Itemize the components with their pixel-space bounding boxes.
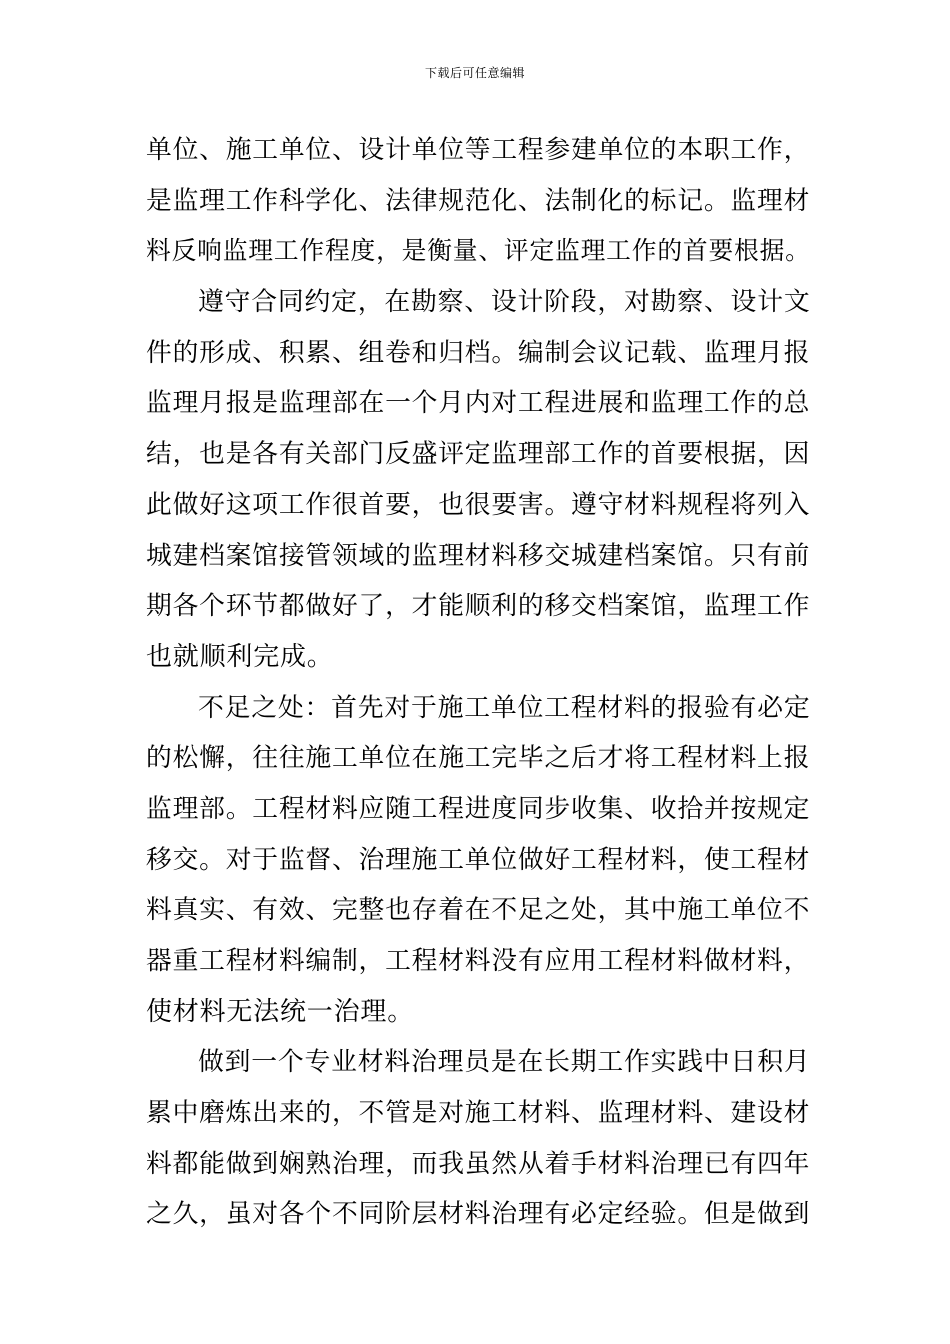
- text-line: 监理部。工程材料应随工程进度同步收集、收拾并按规定: [146, 793, 811, 824]
- text-line: 期各个环节都做好了，才能顺利的移交档案馆，监理工作: [146, 591, 811, 622]
- text-line: 做到一个专业材料治理员是在长期工作实践中日积月: [198, 1047, 811, 1078]
- text-line: 件的形成、积累、组卷和归档。编制会议记载、监理月报: [146, 337, 811, 368]
- text-line: 使材料无法统一治理。: [146, 996, 415, 1027]
- text-line: 是监理工作科学化、法律规范化、法制化的标记。监理材: [146, 185, 811, 216]
- text-line: 单位、施工单位、设计单位等工程参建单位的本职工作，: [146, 135, 811, 165]
- document-body: [146, 125, 810, 1240]
- text-line: 监理月报是监理部在一个月内对工程进展和监理工作的总: [146, 388, 811, 419]
- text-line: 此做好这项工作很首要，也很要害。遵守材料规程将列入: [146, 489, 811, 520]
- text-line: 累中磨炼出来的，不管是对施工材料、监理材料、建设材: [146, 1098, 811, 1129]
- text-line: 之久，虽对各个不同阶层材料治理有必定经验。但是做到: [146, 1199, 811, 1230]
- text-line: 结，也是各有关部门反盛评定监理部工作的首要根据，因: [146, 439, 811, 470]
- text-line: 器重工程材料编制，工程材料没有应用工程材料做材料，: [146, 946, 811, 976]
- text-line: 的松懈，往往施工单位在施工完毕之后才将工程材料上报: [146, 743, 811, 774]
- text-line: 移交。对于监督、治理施工单位做好工程材料，使工程材: [146, 844, 811, 875]
- text-line: 料反响监理工作程度，是衡量、评定监理工作的首要根据。: [146, 236, 811, 266]
- text-line: 也就顺利完成。: [146, 641, 334, 672]
- text-line: 遵守合同约定，在勘察、设计阶段，对勘察、设计文: [198, 287, 811, 318]
- text-line: 不足之处：首先对于施工单位工程材料的报验有必定: [198, 692, 811, 723]
- text-line: 料真实、有效、完整也存着在不足之处，其中施工单位不: [146, 895, 811, 926]
- page-header: 下载后可任意编辑: [424, 66, 525, 80]
- text-line: 城建档案馆接管领域的监理材料移交城建档案馆。只有前: [146, 540, 811, 571]
- text-line: 料都能做到娴熟治理，而我虽然从着手材料治理已有四年: [146, 1148, 811, 1179]
